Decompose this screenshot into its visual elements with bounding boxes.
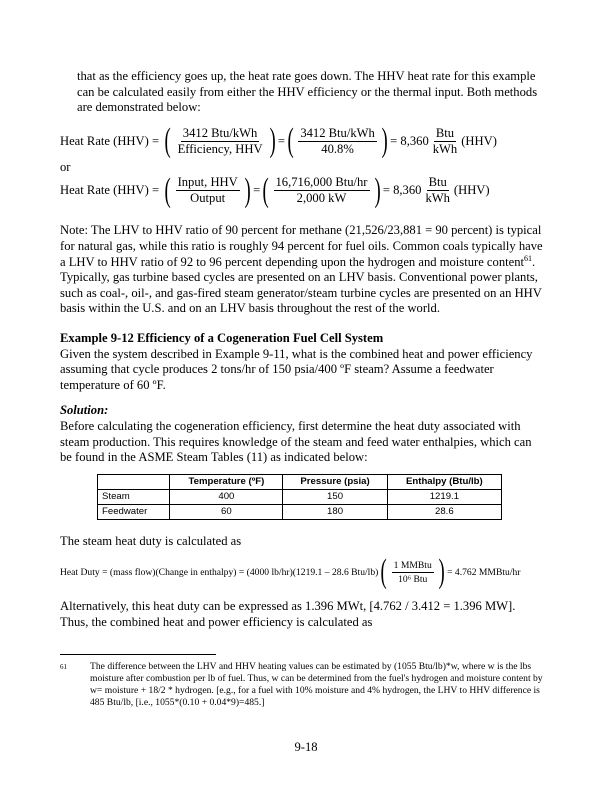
table-row [98,504,502,519]
footnote-ref[interactable]: 61 [524,253,533,263]
page-body [60,69,546,709]
cell: Steam [98,489,170,504]
solution-text: Before calculating the cogeneration efficiency, first determine the heat duty associated with steam production. This requires knowledge of the steam and feed water enthalpies, which can be found in the ASME Steam Tables (11) as indicated below: [60,418,532,465]
numerator: 3412 Btu/kWh [182,125,258,140]
header-cell [98,474,170,489]
cell: 28.6 [387,504,501,519]
eq-lhs: Heat Rate (HHV) = [60,133,160,148]
footnote-text: The difference between the LHV and HHV heating values can be estimated by (1055 Btu/lb)*w, where w is the lbs moisture after combustion per lb of fuel. Thus, w can be determined from the fuel's hydrogen and moisture content by w= moisture + 18/2 * hydrogen. [e.g., for a fuel with 10% moisture and 4% hydrogen, the LHV to HHV difference is 485 Btu/lb, [i.e., 1055*(0.10 + 0.04*9)=485.] [90,661,543,709]
footnote-divider [60,654,216,655]
header-cell: Pressure (psia) [283,474,387,489]
unit-den: kWh [432,141,458,156]
cell: 400 [170,489,283,504]
example-text: Given the system described in Example 9-11, what is the combined heat and power efficiency assuming that cycle produces 2 tons/hr of 150 psia/400 ºF steam? Assume a feedwater temperature of 60 ºF. [60,346,533,392]
numerator: 3412 Btu/kWh [300,125,375,140]
suffix: (HHV) [453,183,490,198]
header-cell: Enthalpy (Btu/lb) [387,474,501,489]
numerator: 16,716,000 Btu/hr [275,175,368,190]
numerator: Input, HHV [177,175,238,190]
header-cell: Temperature (ºF) [170,474,283,489]
equation-heat-rate-efficiency: Heat Rate (HHV) = ( $\frac{\text{3412 Btu/kWh}}{\text{Efficiency, HHV}}$ ) = ( $\frac{\text{3412 Btu/kWh}}{40.8\%}$ ) = 8,360 $\frac{\text{Btu}}{\text{kWh}}$ (HHV) [60,122,497,160]
cell: 60 [170,504,283,519]
result: = 8,360 [382,183,422,198]
example-heading: Example 9-12 Efficiency of a Cogeneration Fuel Cell System [60,330,384,345]
denominator: 2,000 kW [296,191,347,206]
denominator: 40.8% [321,141,354,156]
footnote-mark: 61 [60,663,67,672]
denominator: Efficiency, HHV [177,141,263,156]
duty-intro: The steam heat duty is calculated as [60,533,242,548]
equation-heat-rate-input: Heat Rate (HHV) = ( $\frac{\text{Input, HHV}}{\text{Output}}$ ) = ( $\frac{\text{16,716,000 Btu/hr}}{2,000 kW}$ ) = 8,360 $\frac{\text{Btu}}{\text{kWh}}$ (HHV) [60,171,490,209]
result: = 8,360 [390,133,429,148]
cell: 180 [283,504,387,519]
eq-lhs: Heat Duty = [60,566,108,578]
equals: = [253,183,261,198]
footnote [60,661,546,709]
table-row [98,489,502,504]
page-number: 9-18 [294,740,318,754]
steam-table [97,474,502,520]
denominator: 10⁶ Btu [398,573,428,585]
cell: 1219.1 [387,489,501,504]
numerator: 1 MMBtu [393,559,432,571]
result: = 4.762 MMBtu/hr [447,566,521,578]
note-paragraph [60,223,546,317]
solution-heading: Solution: [60,403,109,418]
denominator: Output [190,191,226,206]
equals: = [277,133,285,148]
alternative-paragraph: Alternatively, this heat duty can be expressed as 1.396 MWt, [4.762 / 3.412 = 1.396 MW]. Thus, the combined heat and power efficiency is calculated as [60,599,516,629]
unit-num: Btu [435,125,455,140]
suffix: (HHV) [461,133,497,148]
equation-heat-duty: Heat Duty = (mass flow)(Change in enthalpy) = (4000 lb/hr)(1219.1 – 28.6 Btu/lb) ( $\frac{\text{1 MMBtu}}{\text{10⁶ Btu}}$ ) = 4.762 MMBtu/hr [60,553,521,591]
cell: Feedwater [98,504,170,519]
cell: 150 [283,489,387,504]
eq-body: (mass flow)(Change in enthalpy) = (4000 lb/hr)(1219.1 – 28.6 Btu/lb) [109,566,379,578]
unit-den: kWh [425,191,450,206]
note-text-end: . Typically, gas turbine based cycles are presented on an LHV basis. Conventional power plants, such as coal-, oil-, and gas-fired steam generator/steam turbine cycles are presented on an HHV basis within the U.S. and on an LHV basis throughout the rest of the world. [60,254,542,316]
unit-num: Btu [428,175,447,190]
intro-paragraph: that as the efficiency goes up, the heat rate goes down. The HHV heat rate for this example can be calculated easily from either the HHV efficiency or the thermal input. Both methods are demonstrated below: [77,69,538,115]
eq-lhs: Heat Rate (HHV) = [60,183,160,198]
note-text: Note: The LHV to HHV ratio of 90 percent for methane (21,526/23,881 = 90 percent) is typical for natural gas, while this ratio is roughly 94 percent for fuel oils. Common coals typically have a LHV to HHV ratio of 92 to 96 percent depending upon the hydrogen and moisture content [60,223,543,269]
table-header-row [98,474,502,489]
or-text: or [60,159,71,174]
